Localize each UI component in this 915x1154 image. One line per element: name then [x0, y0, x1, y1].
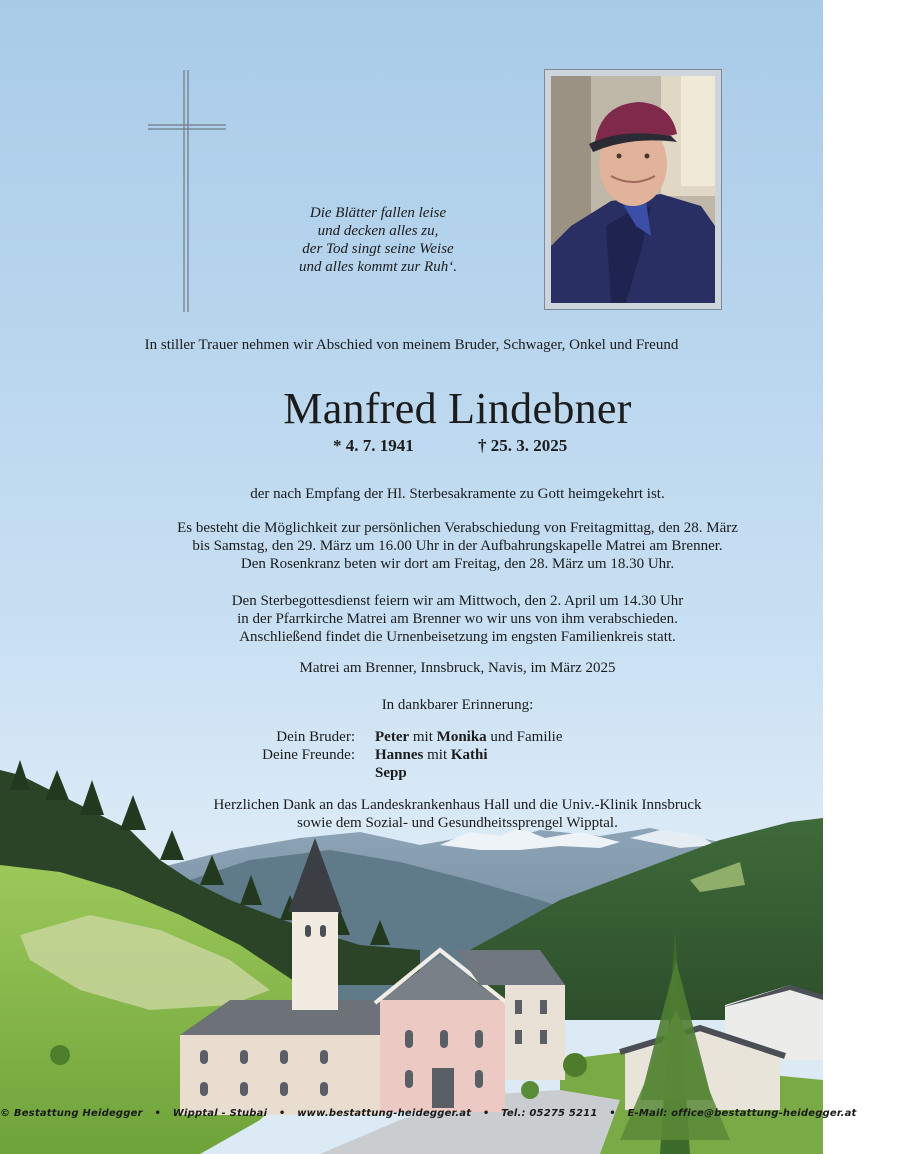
funeral-line: in der Pfarrkirche Matrei am Brenner wo wir uns von ihm verabschieden. — [237, 611, 678, 627]
thanks-line: sowie dem Sozial- und Gesundheitssprengel Wipptal. — [297, 815, 618, 831]
poem-line: der Tod singt seine Weise — [302, 241, 454, 257]
birth-symbol: * — [333, 436, 342, 455]
poem — [258, 204, 498, 276]
death-date-value: 25. 3. 2025 — [490, 436, 568, 455]
funeral-line: Den Sterbegottesdienst feiern wir am Mittwoch, den 2. April um 14.30 Uhr — [231, 593, 684, 609]
thanks-text — [0, 796, 915, 832]
poem-line: und alles kommt zur Ruh‘. — [299, 259, 457, 275]
remembrance-text: In dankbarer Erinnerung: — [381, 697, 534, 713]
thanks-line: Herzlichen Dank an das Landeskrankenhaus Hall und die Univ.-Klinik Innsbruck — [213, 797, 702, 813]
family-list — [0, 728, 823, 788]
farewell-line: Es besteht die Möglichkeit zur persönlichen Verabschiedung von Freitagmittag, den 28. März — [177, 520, 738, 536]
portrait-photo — [551, 76, 715, 303]
death-symbol: † — [478, 436, 487, 455]
friend-entry — [375, 764, 407, 782]
friend-entry: Hannes mit Kathi — [375, 747, 488, 763]
portrait-frame — [544, 69, 722, 310]
footer-region: Wipptal - Stubai — [172, 1108, 268, 1119]
brother-name: Peter — [375, 729, 410, 745]
farewell-line: bis Samstag, den 29. März um 16.00 Uhr in der Aufbahrungskapelle Matrei am Brenner. — [192, 538, 723, 554]
funeral-text — [0, 592, 915, 646]
sacraments-text: der nach Empfang der Hl. Sterbesakramente zu Gott heimgekehrt ist. — [250, 486, 665, 502]
birth-date-value: 4. 7. 1941 — [345, 436, 414, 455]
farewell-text — [0, 519, 915, 573]
friend-name: Hannes — [375, 747, 424, 763]
friend-partner: Kathi — [450, 747, 488, 763]
funeral-home-footer: © Bestattung Heidegger • Wipptal - Stubai • www.bestattung-heidegger.at • Tel.: 05275 5211 • E-Mail: office@bestattung-heidegger.at — [0, 1108, 857, 1119]
death-date — [478, 436, 567, 456]
intro-text: In stiller Trauer nehmen wir Abschied von meinem Bruder, Schwager, Onkel und Freund — [144, 337, 679, 353]
friends-label: Deine Freunde: — [262, 747, 355, 763]
cross-icon — [148, 70, 228, 312]
brother-label: Dein Bruder: — [276, 729, 355, 745]
poem-line: Die Blätter fallen leise — [309, 205, 447, 221]
footer-copyright: © Bestattung Heidegger — [0, 1108, 143, 1119]
footer-website: www.bestattung-heidegger.at — [297, 1108, 472, 1119]
footer-phone: Tel.: 05275 5211 — [501, 1108, 598, 1119]
funeral-line: Anschließend findet die Urnenbeisetzung im engsten Familienkreis statt. — [239, 629, 676, 645]
poem-line: und decken alles zu, — [317, 223, 439, 239]
farewell-line: Den Rosenkranz beten wir dort am Freitag, den 28. März um 18.30 Uhr. — [240, 556, 675, 572]
friend-name: Sepp — [375, 765, 407, 781]
place-date: Matrei am Brenner, Innsbruck, Navis, im März 2025 — [299, 660, 616, 676]
brother-partner: Monika — [436, 729, 487, 745]
deceased-name: Manfred Lindebner — [283, 384, 632, 433]
birth-date — [333, 436, 414, 456]
footer-email: E-Mail: office@bestattung-heidegger.at — [627, 1108, 857, 1119]
brother-entry: Peter mit Monika und Familie — [375, 729, 563, 745]
